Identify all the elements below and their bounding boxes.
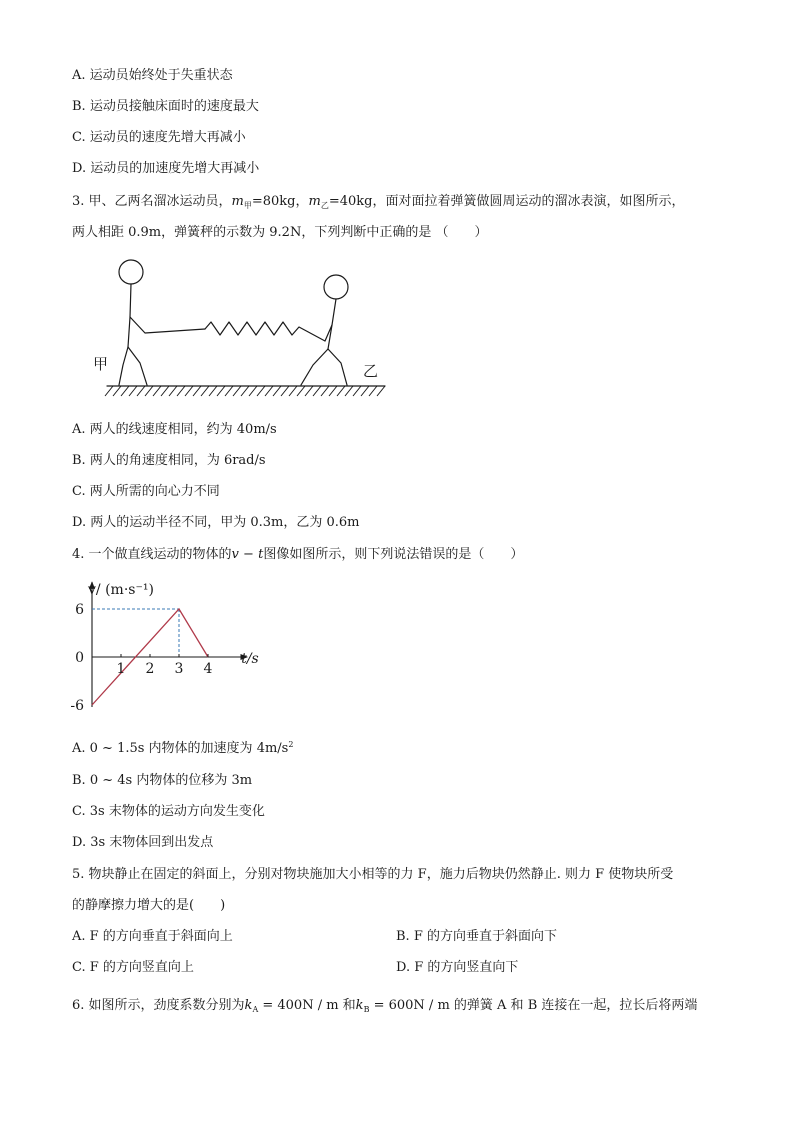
hatch-mark — [353, 386, 361, 396]
x-tick-label: 4 — [203, 661, 213, 677]
q3-option-a: A. 两人的线速度相同，约为 40m/s — [72, 422, 277, 437]
q2-option-a: A. 运动员始终处于失重状态 — [72, 68, 233, 83]
time-symbol: t — [258, 547, 264, 562]
q6-stem-text: = 400N / m 和 — [258, 998, 356, 1013]
hatch-mark — [209, 386, 217, 396]
hatch-mark — [161, 386, 169, 396]
mass-subscript-yi: 乙 — [320, 201, 329, 210]
skater-jia-body — [128, 284, 131, 347]
hatch-mark — [281, 386, 289, 396]
hatch-mark — [185, 386, 193, 396]
q5-stem-line1: 5. 物块静止在固定的斜面上，分别对物块施加大小相等的力 F，施力后物块仍然静止. 则力 F 使物块所受 — [72, 867, 674, 882]
y-axis-label: v/ (m·s⁻¹) — [88, 582, 154, 598]
q5-option-b: B. F 的方向垂直于斜面向下 — [396, 929, 557, 944]
hatch-mark — [233, 386, 241, 396]
q2-option-d: D. 运动员的加速度先增大再减小 — [72, 161, 260, 176]
hatch-mark — [297, 386, 305, 396]
hatch-mark — [169, 386, 177, 396]
spring-constant-symbol: k — [355, 998, 364, 1013]
hatch-mark — [329, 386, 337, 396]
q3-option-b: B. 两人的角速度相同，为 6rad/s — [72, 453, 266, 468]
velocity-symbol: v — [231, 547, 239, 562]
y-tick-label: -6 — [70, 698, 84, 714]
x-tick-label: 3 — [174, 661, 184, 677]
hatch-mark — [121, 386, 129, 396]
x-tick-label: 2 — [145, 661, 155, 677]
y-tick-label: 6 — [75, 602, 84, 618]
skater-jia-arm — [130, 317, 205, 333]
hatch-mark — [265, 386, 273, 396]
spring-constant-symbol: k — [244, 998, 253, 1013]
hatch-mark — [289, 386, 297, 396]
hatch-mark — [217, 386, 225, 396]
q4-stem — [72, 546, 523, 564]
skater-jia-leg-left — [119, 347, 128, 385]
skater-yi-head — [324, 275, 348, 299]
hatch-mark — [193, 386, 201, 396]
y-tick-label: 0 — [75, 650, 84, 666]
spring-b-subscript: B — [363, 1005, 370, 1014]
q4-stem-text: 图像如图所示，则下列说法错误的是（ ） — [263, 547, 524, 562]
q5-option-c: C. F 的方向竖直向上 — [72, 960, 194, 975]
q4-option-b: B. 0 ~ 4s 内物体的位移为 3m — [72, 773, 253, 788]
hatch-mark — [305, 386, 313, 396]
q3-stem-text: =80kg， — [251, 194, 309, 209]
q3-stem-line2: 两人相距 0.9m，弹簧秤的示数为 9.2N，下列判断中正确的是 （ ） — [72, 225, 488, 240]
q3-stem-text: =40kg，面对面拉着弹簧做圆周运动的溜冰表演，如图所示， — [328, 194, 685, 209]
hatch-mark — [249, 386, 257, 396]
spring — [205, 322, 325, 341]
hatch-mark — [241, 386, 249, 396]
q5-option-d: D. F 的方向竖直向下 — [396, 960, 519, 975]
hatch-mark — [201, 386, 209, 396]
spring-a-subscript: A — [252, 1005, 259, 1014]
q3-option-c: C. 两人所需的向心力不同 — [72, 484, 220, 499]
mass-symbol: m — [231, 194, 244, 209]
hatch-mark — [225, 386, 233, 396]
ground-hatching — [105, 386, 385, 396]
q4-option-a — [72, 736, 293, 758]
hatch-mark — [377, 386, 385, 396]
q4-option-d: D. 3s 末物体回到出发点 — [72, 835, 214, 850]
hatch-mark — [177, 386, 185, 396]
hatch-mark — [313, 386, 321, 396]
hatch-mark — [337, 386, 345, 396]
q5-stem-line2: 的静摩擦力增大的是( ) — [72, 898, 226, 913]
q3-option-d: D. 两人的运动半径不同，甲为 0.3m，乙为 0.6m — [72, 515, 360, 530]
hatch-mark — [361, 386, 369, 396]
hatch-mark — [257, 386, 265, 396]
hatch-mark — [369, 386, 377, 396]
hatch-mark — [105, 386, 113, 396]
skater-jia-leg-right — [128, 347, 147, 385]
label-jia: 甲 — [93, 355, 109, 373]
skater-figure — [85, 255, 395, 400]
skater-yi-body — [328, 299, 336, 349]
q4-option-a-superscript: 2 — [288, 740, 294, 749]
hatch-mark — [137, 386, 145, 396]
skater-yi-leg-right — [328, 349, 347, 385]
x-axis-label: t/s — [241, 651, 259, 667]
label-yi: 乙 — [363, 362, 379, 380]
q3-stem-text: 3. 甲、乙两名溜冰运动员， — [72, 194, 232, 209]
q2-option-b: B. 运动员接触床面时的速度最大 — [72, 99, 259, 114]
q6-stem-line1 — [72, 997, 697, 1019]
q3-stem-line1 — [72, 193, 684, 215]
hatch-mark — [273, 386, 281, 396]
q6-stem-text: 6. 如图所示，劲度系数分别为 — [72, 998, 245, 1013]
hatch-mark — [321, 386, 329, 396]
q4-option-a-text: A. 0 ~ 1.5s 内物体的加速度为 4m/s — [72, 741, 289, 756]
skater-jia-head — [119, 260, 143, 284]
hatch-mark — [129, 386, 137, 396]
q2-option-c: C. 运动员的速度先增大再减小 — [72, 130, 246, 145]
hatch-mark — [145, 386, 153, 396]
x-tick-label: 1 — [116, 661, 126, 677]
mass-symbol: m — [308, 194, 321, 209]
dash-symbol: − — [238, 547, 259, 562]
vt-graph — [68, 576, 293, 724]
q5-option-a: A. F 的方向垂直于斜面向上 — [72, 929, 233, 944]
hatch-mark — [113, 386, 121, 396]
q6-stem-text: = 600N / m 的弹簧 A 和 B 连接在一起，拉长后将两端 — [369, 998, 698, 1013]
hatch-mark — [153, 386, 161, 396]
mass-subscript-jia: 甲 — [243, 201, 252, 210]
q4-option-c: C. 3s 末物体的运动方向发生变化 — [72, 804, 265, 819]
hatch-mark — [345, 386, 353, 396]
skater-yi-leg-left — [301, 349, 328, 385]
q4-stem-text: 4. 一个做直线运动的物体的 — [72, 547, 232, 562]
